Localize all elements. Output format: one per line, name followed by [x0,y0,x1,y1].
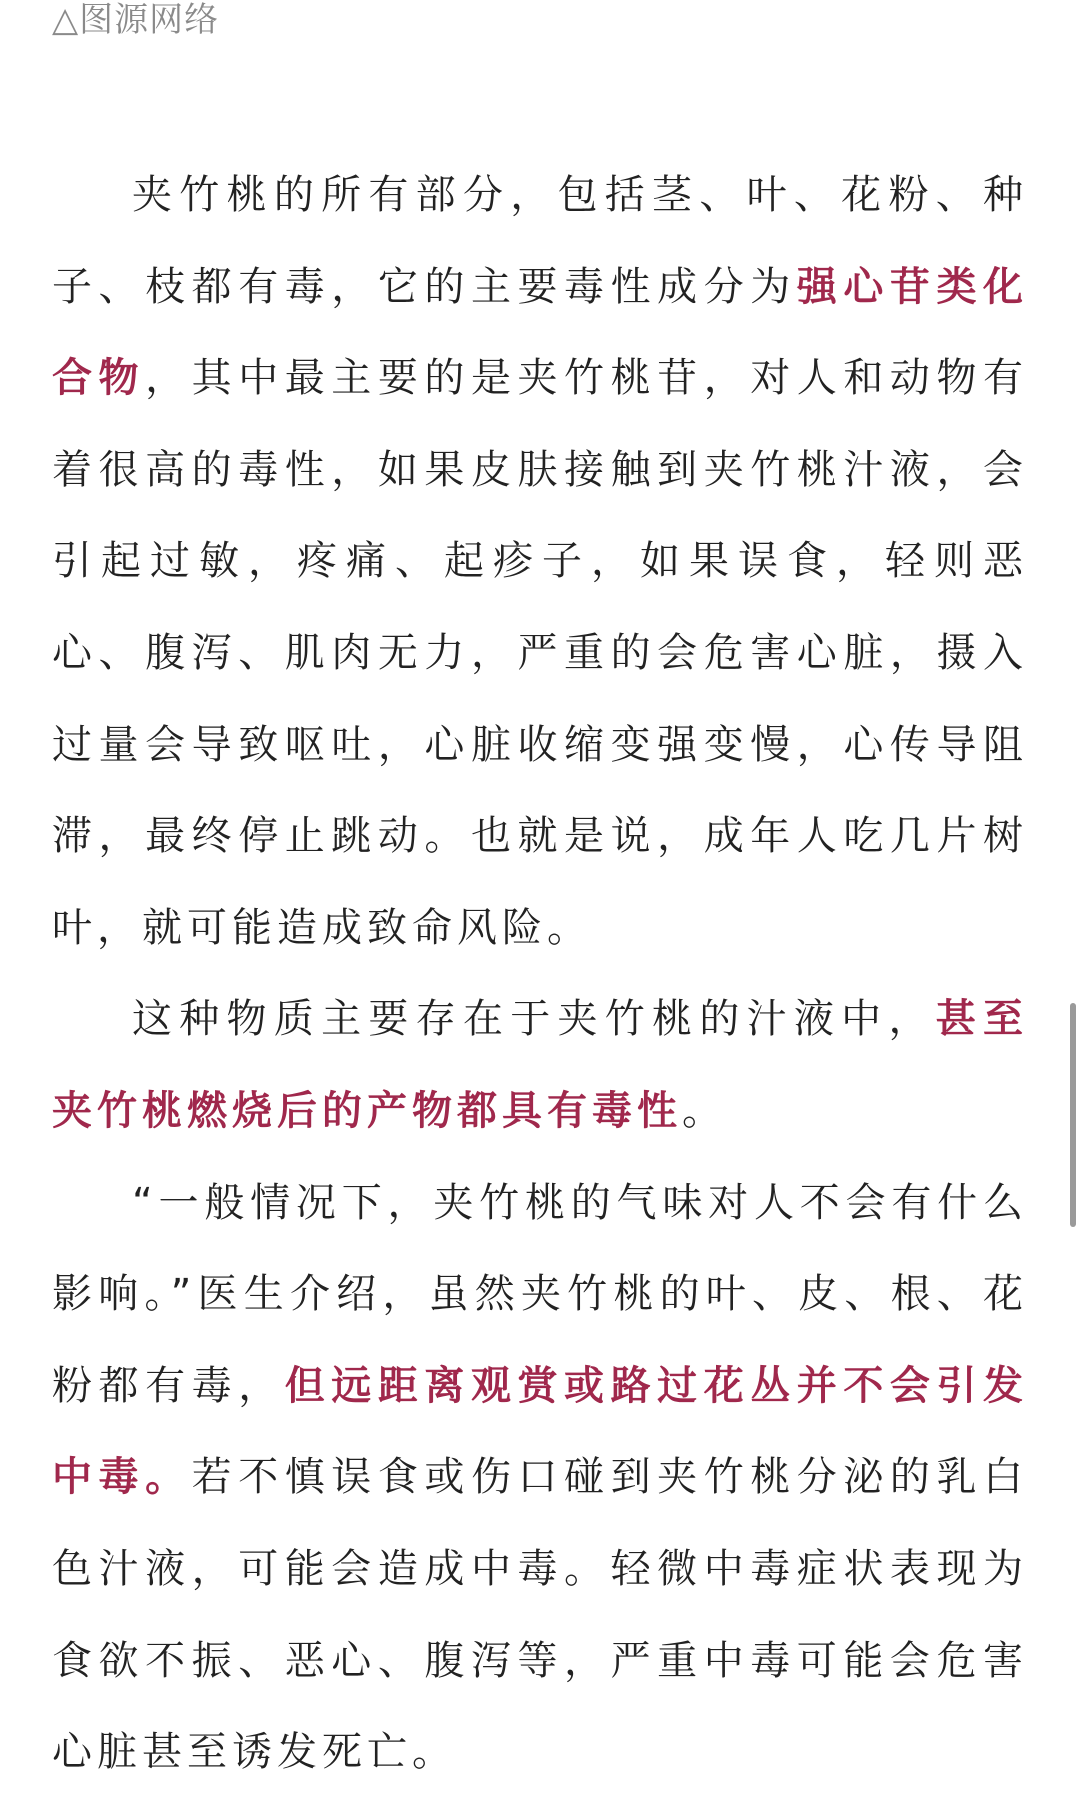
scrollbar-thumb[interactable] [1070,1003,1076,1227]
paragraph-doctor-quote [52,1158,1028,1799]
highlight-text: 甚至夹竹桃燃烧后的产物都具有毒性 [52,996,1029,1134]
text-segment: 这种物质主要存在于夹竹桃的汁液中， [132,996,936,1043]
image-source-caption: △图源网络 [52,0,220,40]
text-segment: 夹竹桃的所有部分，包括茎、叶、花粉、种子、枝都有毒，它的主要毒性成分为 [52,172,1028,310]
article-body [52,150,1028,1799]
text-segment: “一般情况下，夹竹桃的气味对人不会有什么影响。”医生介绍，虽然夹竹桃的叶、皮、根、花粉都有毒， [52,1179,1028,1409]
text-segment: 若不慎误食或伤口碰到夹竹桃分泌的乳白色汁液，可能会造成中毒。轻微中毒症状表现为食欲不振、恶心、腹泻等，严重中毒可能会危害心脏甚至诱发死亡。 [52,1454,1029,1776]
text-segment: 。 [682,1087,727,1134]
text-segment: ，其中最主要的是夹竹桃苷，对人和动物有着很高的毒性，如果皮肤接触到夹竹桃汁液，会引起过敏，疼痛、起疹子，如果误食，轻则恶心、腹泻、肌肉无力，严重的会危害心脏，摄入过量会导致呕吐，心脏收缩变强变慢，心传导阻滞，最终停止跳动。也就是说，成年人吃几片树叶，就可能造成致命风险。 [52,355,1029,951]
paragraph-sap [52,974,1028,1157]
paragraph-toxicity [52,150,1028,974]
highlight-text: 强心苷类化合物 [52,263,1029,402]
highlight-text: 但远距离观赏或路过花丛并不会引发中毒。 [52,1362,1028,1501]
